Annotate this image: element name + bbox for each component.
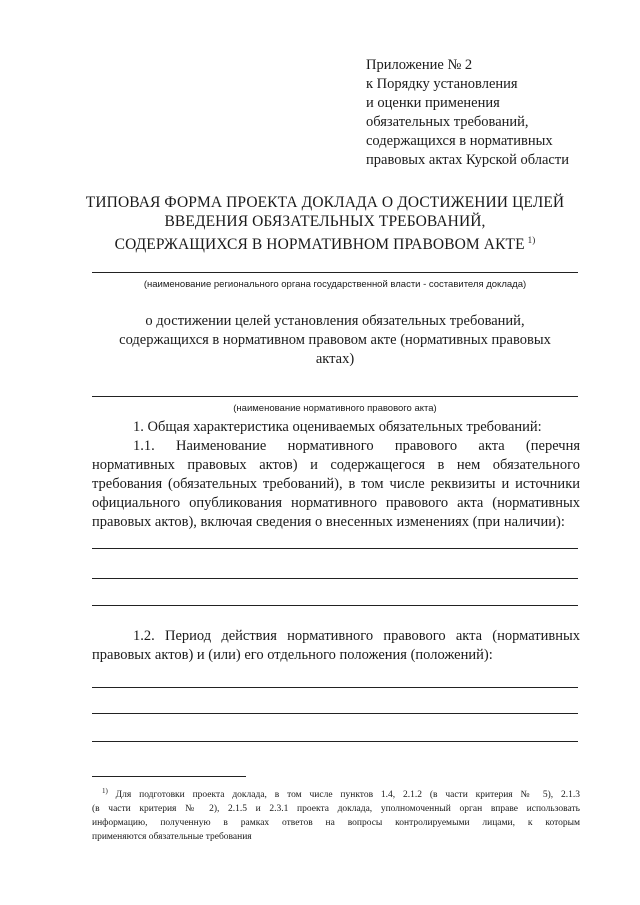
footnote-line: (в части критерия № 2), 2.1.5 и 2.3.1 проекта доклада, уполномоченный орган вправе использовать — [92, 804, 580, 814]
appendix-line: содержащихся в нормативных — [366, 133, 553, 149]
appendix-line: обязательных требований, — [366, 114, 529, 130]
item-1-1-line: правовых актов), включая сведения о внесенных изменениях (при наличии): — [92, 514, 565, 530]
footnote-mark: 1) — [102, 787, 108, 795]
item-1-2-line: правовых актов) и (или) его отдельного положения (положений): — [92, 647, 493, 663]
form-title — [80, 193, 570, 254]
appendix-line: и оценки применения — [366, 95, 500, 111]
footnote-line: применяются обязательные требования — [92, 832, 252, 842]
subject-line: содержащихся в нормативном правовом акте (нормативных правовых — [119, 332, 551, 348]
subject-line: о достижении целей установления обязательных требований, — [145, 313, 525, 329]
title-line: ТИПОВАЯ ФОРМА ПРОЕКТА ДОКЛАДА О ДОСТИЖЕНИИ ЦЕЛЕЙ — [85, 194, 565, 211]
item-1-2-answer-line[interactable] — [92, 713, 578, 714]
item-1-1 — [92, 437, 580, 532]
item-1-2-line: 1.2. Период действия нормативного правового акта (нормативных — [133, 628, 580, 644]
item-1-1-answer-line[interactable] — [92, 578, 578, 579]
item-1-1-answer-line[interactable] — [92, 605, 578, 606]
footnote-text: Для подготовки проекта доклада, в том числе пунктов 1.4, 2.1.2 (в части критерия № 5), 2.1.3 — [107, 790, 580, 800]
org-name-field[interactable] — [92, 272, 578, 273]
item-1-1-answer-line[interactable] — [92, 548, 578, 549]
title-footnote-mark: 1) — [527, 235, 536, 245]
title-line: ВВЕДЕНИЯ ОБЯЗАТЕЛЬНЫХ ТРЕБОВАНИЙ, — [164, 213, 486, 230]
org-name-caption: (наименование регионального органа государственной власти - составителя доклада) — [143, 279, 527, 290]
item-1-2-answer-line[interactable] — [92, 687, 578, 688]
subject-line: актах) — [315, 351, 355, 367]
report-subject — [96, 312, 574, 369]
item-1-1-line: официального опубликования нормативного правового акта (нормативных — [92, 495, 580, 511]
item-1-2-answer-line[interactable] — [92, 741, 578, 742]
appendix-line: правовых актах Курской области — [366, 152, 569, 168]
section-1-heading — [133, 418, 542, 437]
footnote-line: информацию, полученную в рамках ответов на вопросы контролируемыми лицами, к которым — [92, 818, 580, 828]
appendix-line: к Порядку установления — [366, 76, 518, 92]
item-1-1-line: 1.1. Наименование нормативного правового акта (перечня — [133, 438, 580, 454]
act-name-caption: (наименование нормативного правового акта) — [233, 403, 437, 414]
appendix-line: Приложение № 2 — [366, 57, 473, 73]
item-1-1-line: требования (обязательных требований), в том числе реквизиты и источники — [92, 476, 580, 492]
item-1-1-line: нормативных правовых актов) и содержащегося в нем обязательного — [92, 457, 580, 473]
footnote-line — [92, 784, 580, 802]
title-line: СОДЕРЖАЩИХСЯ В НОРМАТИВНОМ ПРАВОВОМ АКТЕ — [114, 236, 525, 253]
appendix-reference — [366, 56, 606, 170]
item-1-2 — [92, 627, 580, 665]
act-name-field[interactable] — [92, 396, 578, 397]
title-line-last — [80, 231, 570, 254]
section-heading-text: 1. Общая характеристика оцениваемых обязательных требований: — [133, 419, 542, 435]
footnote — [92, 784, 580, 844]
footnote-separator — [92, 776, 246, 777]
